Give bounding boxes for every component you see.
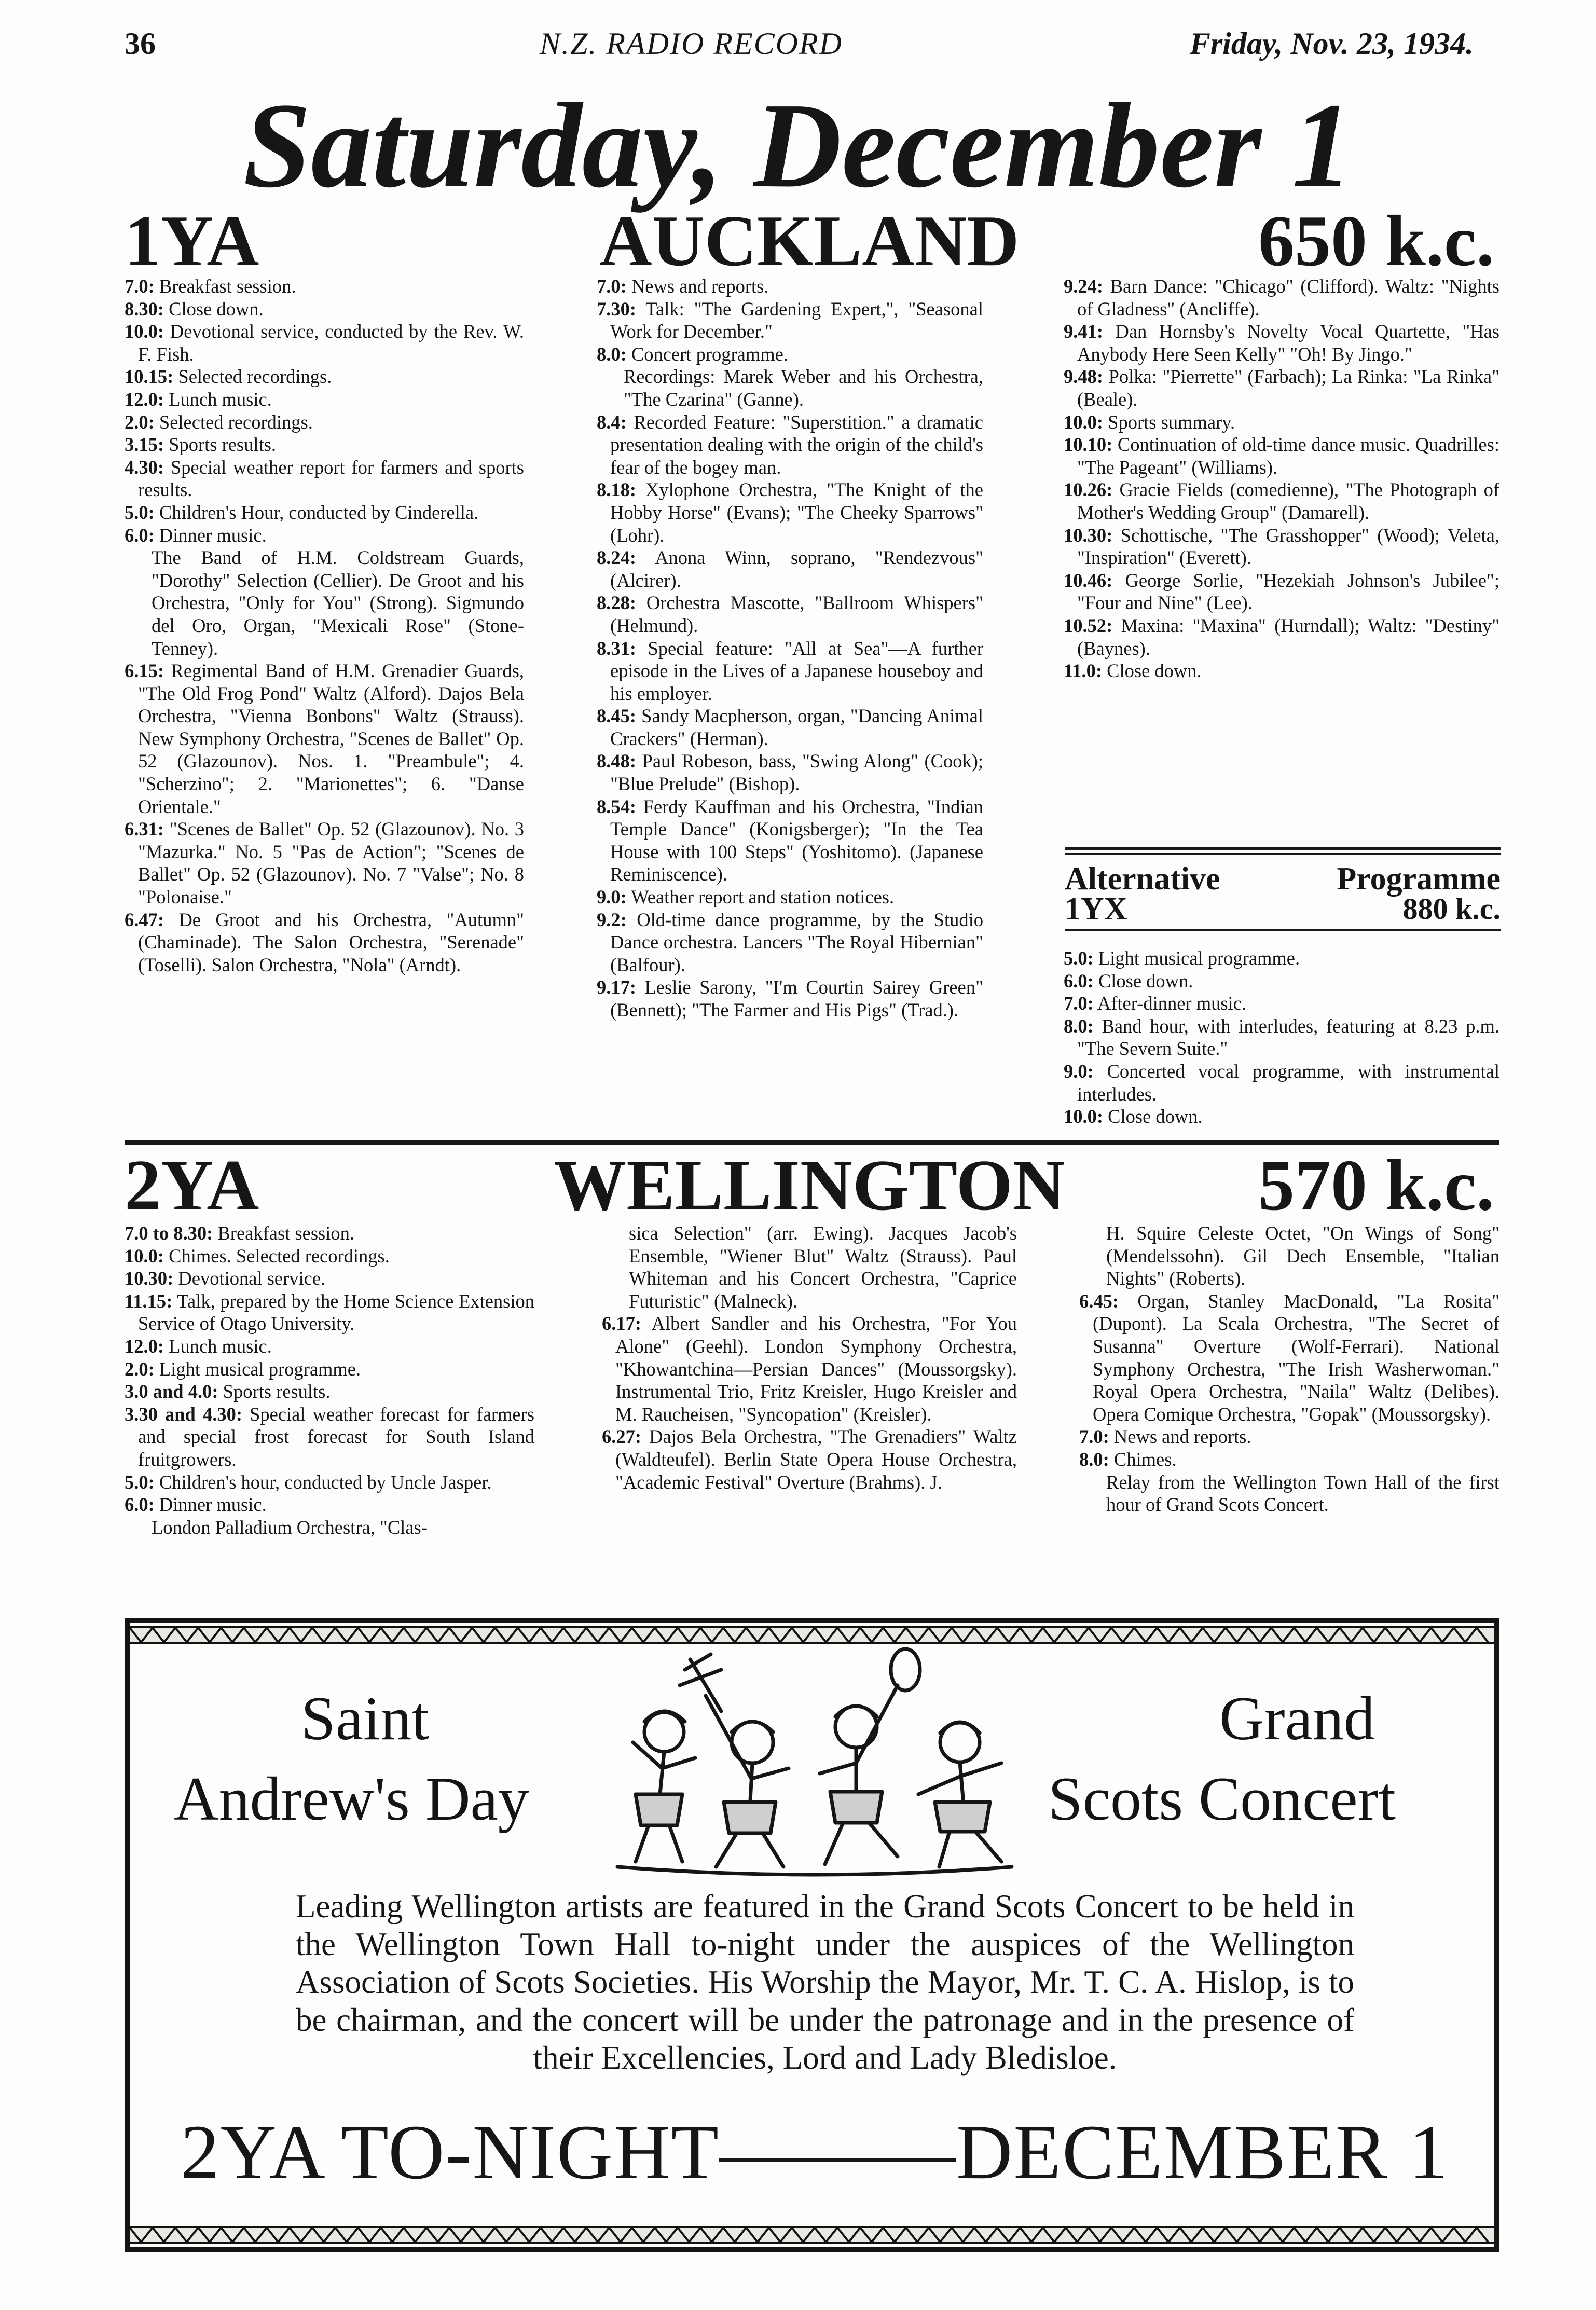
programme-time: 8.18: bbox=[597, 479, 637, 501]
programme-time: 5.0: bbox=[125, 1471, 155, 1493]
programme-description: Close down. bbox=[164, 298, 264, 320]
programme-item bbox=[125, 320, 524, 365]
programme-time: 8.0: bbox=[597, 343, 627, 365]
programme-description: Sports results. bbox=[164, 434, 277, 456]
programme-item bbox=[125, 1267, 534, 1290]
section-divider bbox=[125, 1140, 1499, 1145]
programme-description: Albert Sandler and his Orchestra, "For You Alone" (Geehl). London Symphony Orchestra, "Khowantchina—Persian Dances" (Moussorgsky). Instrumental Trio, Fritz Kreisler, Hugo Kreisler and M. Raucheisen, "Syncopation" (Kreisler). bbox=[615, 1313, 1017, 1425]
programme-item bbox=[1064, 320, 1499, 365]
programme-item bbox=[597, 298, 983, 343]
programme-time: 7.0: bbox=[1079, 1426, 1109, 1448]
programme-column-2ya-3 bbox=[1079, 1222, 1499, 1516]
programme-description: Close down. bbox=[1093, 970, 1193, 992]
programme-time: 6.15: bbox=[125, 660, 164, 682]
programme-description: Special weather report for farmers and sports results. bbox=[138, 456, 524, 501]
programme-column-2ya-1 bbox=[125, 1222, 534, 1538]
programme-time: 10.10: bbox=[1064, 434, 1113, 456]
programme-item bbox=[1079, 1425, 1499, 1448]
programme-time: 12.0: bbox=[125, 388, 164, 410]
ad-body-text: Leading Wellington artists are featured in the Grand Scots Concert to be held in the Wellington Town Hall to-night under the auspices of the Wellington Association of Scots Societies. His Worship the Mayor, Mr. T. C. A. Hislop, is to be chairman, and the concert will be under the patronage and in the presence of their Excellencies, Lord and Lady Bledisloe. bbox=[296, 1888, 1354, 2076]
programme-description: H. Squire Celeste Octet, "On Wings of Song" (Mendelssohn). Gil Dech Ensemble, "Italian Nights" (Roberts). bbox=[1106, 1222, 1499, 1289]
programme-description: Regimental Band of H.M. Grenadier Guards, "The Old Frog Pond" Waltz (Alford). Dajos Bela Orchestra, "Vienna Bonbons" Waltz (Strauss). New Symphony Orchestra, "Scenes de Ballet" Op. 52 (Glazounov). Nos. 1. "Preambule"; 4. "Scherzino"; 2. "Marionettes"; 6. "Danse Orientale." bbox=[138, 660, 524, 817]
programme-description: Chimes. Selected recordings. bbox=[164, 1245, 390, 1267]
programme-time: 2.0: bbox=[125, 411, 155, 433]
programme-time: 6.0: bbox=[125, 1494, 155, 1516]
programme-time: 10.15: bbox=[125, 366, 174, 388]
programme-item bbox=[602, 1425, 1017, 1493]
programme-description: Breakfast session. bbox=[154, 276, 296, 297]
alt-station-frequency: 880 k.c. bbox=[1402, 892, 1501, 926]
programme-description: Dan Hornsby's Novelty Vocal Quartette, "Has Anybody Here Seen Kelly" "Oh! By Jingo." bbox=[1077, 321, 1499, 365]
programme-time: 5.0: bbox=[1064, 947, 1094, 969]
programme-description: Devotional service. bbox=[173, 1268, 326, 1289]
programme-description: Dinner music. bbox=[154, 524, 267, 546]
programme-description: Recorded Feature: "Superstition." a dramatic presentation dealing with the origin of the child's fear of the bogey man. bbox=[610, 411, 983, 478]
programme-item bbox=[1064, 569, 1499, 614]
programme-time: 7.0 to 8.30: bbox=[125, 1222, 213, 1244]
programme-description: The Band of H.M. Coldstream Guards, "Dorothy" Selection (Cellier). De Groot and his Orchestra, "Only for You" (Strong). Sigmundo del Oro, Organ, "Mexicali Rose" (Stone-Tenney). bbox=[152, 547, 524, 659]
programme-item bbox=[1064, 947, 1499, 970]
programme-time: 10.0: bbox=[125, 321, 164, 342]
programme-item bbox=[1079, 1222, 1499, 1290]
programme-time: 8.24: bbox=[597, 547, 637, 569]
programme-item bbox=[597, 909, 983, 977]
programme-column-2ya-2 bbox=[602, 1222, 1017, 1493]
programme-time: 9.0: bbox=[597, 886, 627, 908]
programme-time: 8.31: bbox=[597, 637, 637, 659]
programme-item bbox=[597, 411, 983, 479]
station-header-1ya bbox=[125, 201, 1494, 281]
programme-description: Sandy Macpherson, organ, "Dancing Animal Crackers" (Herman). bbox=[610, 705, 983, 749]
programme-description: George Sorlie, "Hezekiah Johnson's Jubilee"; "Four and Nine" (Lee). bbox=[1077, 569, 1499, 614]
programme-description: Anona Winn, soprano, "Rendezvous" (Alcirer). bbox=[610, 547, 983, 591]
publication-title: N.Z. RADIO RECORD bbox=[540, 26, 843, 61]
programme-description: Close down. bbox=[1102, 660, 1202, 682]
programme-time: 6.31: bbox=[125, 818, 164, 840]
programme-item bbox=[125, 501, 524, 524]
programme-item bbox=[597, 592, 983, 637]
programme-time: 6.27: bbox=[602, 1426, 642, 1448]
programme-description: Breakfast session. bbox=[213, 1222, 354, 1244]
programme-item bbox=[597, 343, 983, 366]
programme-item bbox=[125, 818, 524, 908]
programme-description: London Palladium Orchestra, "Clas- bbox=[152, 1516, 428, 1538]
programme-time: 7.0: bbox=[1064, 993, 1094, 1014]
programme-time: 11.0: bbox=[1064, 660, 1103, 682]
programme-description: Selected recordings. bbox=[173, 366, 332, 388]
programme-description: Concert programme. bbox=[626, 343, 788, 365]
programme-item bbox=[1079, 1471, 1499, 1516]
programme-time: 7.0: bbox=[125, 276, 155, 297]
programme-description: Light musical programme. bbox=[154, 1358, 361, 1380]
programme-description: Devotional service, conducted by the Rev. W. F. Fish. bbox=[138, 321, 524, 365]
programme-time: 3.30 and 4.30: bbox=[125, 1403, 242, 1425]
programme-column-1ya-1 bbox=[125, 275, 524, 976]
programme-item bbox=[125, 1335, 534, 1358]
programme-time: 6.17: bbox=[602, 1313, 642, 1335]
alt-station-call: 1YX bbox=[1065, 891, 1127, 927]
programme-time: 12.0: bbox=[125, 1335, 164, 1357]
programme-description: Talk: "The Gardening Expert,", "Seasonal Work for December." bbox=[610, 298, 983, 342]
programme-item bbox=[1064, 524, 1499, 569]
programme-time: 8.54: bbox=[597, 795, 637, 817]
programme-time: 5.0: bbox=[125, 501, 155, 523]
alternative-programme-list bbox=[1064, 947, 1499, 1128]
alt-label-right: Programme bbox=[1337, 861, 1501, 897]
programme-description: News and reports. bbox=[1109, 1426, 1251, 1448]
programme-time: 6.45: bbox=[1079, 1290, 1119, 1312]
alt-label-left: Alternative bbox=[1065, 861, 1220, 897]
programme-description: Barn Dance: "Chicago" (Clifford). Waltz: "Nights of Gladness" (Ancliffe). bbox=[1077, 276, 1499, 320]
programme-description: Schottische, "The Grasshopper" (Wood); Veleta, "Inspiration" (Everett). bbox=[1077, 524, 1499, 569]
programme-time: 11.15: bbox=[125, 1290, 173, 1312]
programme-item bbox=[125, 298, 524, 321]
programme-description: Recordings: Marek Weber and his Orchestra, "The Czarina" (Ganne). bbox=[624, 366, 983, 410]
programme-description: Orchestra Mascotte, "Ballroom Whispers" (Helmund). bbox=[610, 592, 983, 636]
running-head bbox=[125, 26, 1474, 73]
programme-time: 10.30: bbox=[125, 1268, 174, 1289]
programme-time: 8.0: bbox=[1079, 1448, 1109, 1470]
programme-description: Gracie Fields (comedienne), "The Photograph of Mother's Wedding Group" (Damarell). bbox=[1077, 479, 1499, 523]
programme-item bbox=[125, 524, 524, 547]
programme-item bbox=[125, 1380, 534, 1403]
programme-item bbox=[1064, 411, 1499, 434]
programme-item bbox=[1064, 659, 1499, 682]
programme-description: Selected recordings. bbox=[154, 411, 313, 433]
programme-item bbox=[1079, 1290, 1499, 1426]
concert-advertisement bbox=[125, 1618, 1499, 2252]
programme-time: 9.17: bbox=[597, 977, 637, 998]
programme-description: Talk, prepared by the Home Science Extension Service of Otago University. bbox=[138, 1290, 534, 1335]
programme-item bbox=[597, 637, 983, 705]
programme-time: 8.45: bbox=[597, 705, 637, 727]
programme-item bbox=[1064, 1015, 1499, 1060]
station-header-2ya bbox=[125, 1145, 1494, 1226]
scottish-dancers-illustration bbox=[586, 1639, 1043, 1882]
programme-item bbox=[1064, 1105, 1499, 1128]
programme-description: Leslie Sarony, "I'm Courtin Sairey Green" (Bennett); "The Farmer and His Pigs" (Trad.). bbox=[610, 977, 983, 1021]
programme-item bbox=[1079, 1448, 1499, 1471]
day-title: Saturday, December 1 bbox=[243, 78, 1353, 213]
programme-description: Sports summary. bbox=[1103, 411, 1235, 433]
programme-time: 3.0 and 4.0: bbox=[125, 1381, 218, 1402]
programme-item bbox=[125, 275, 524, 298]
programme-description: News and reports. bbox=[626, 276, 769, 297]
programme-time: 6.0: bbox=[1064, 970, 1094, 992]
station-call: 2YA bbox=[125, 1145, 259, 1226]
programme-time: 10.46: bbox=[1064, 569, 1113, 591]
programme-time: 10.0: bbox=[125, 1245, 164, 1267]
programme-description: "Scenes de Ballet" Op. 52 (Glazounov). No. 3 "Mazurka." No. 5 "Pas de Action"; "Scenes de Ballet" Op. 52 (Glazounov). No. 7 "Valse"; No. 8 "Polonaise." bbox=[138, 818, 524, 908]
programme-item bbox=[125, 365, 524, 388]
programme-time: 8.48: bbox=[597, 750, 637, 772]
programme-description: Special weather forecast for farmers and special frost forecast for South Island fruitgrowers. bbox=[138, 1403, 534, 1470]
programme-item bbox=[597, 365, 983, 410]
ad-word-saint: Saint bbox=[301, 1684, 429, 1753]
station-frequency: 650 k.c. bbox=[1258, 201, 1494, 281]
programme-description: Xylophone Orchestra, "The Knight of the Hobby Horse" (Evans); "The Cheeky Sparrows" (Lohr). bbox=[610, 479, 983, 546]
programme-item bbox=[597, 478, 983, 546]
programme-description: Old-time dance programme, by the Studio Dance orchestra. Lancers "The Royal Hibernian" (Balfour). bbox=[610, 909, 983, 975]
programme-column-1ya-3 bbox=[1064, 275, 1499, 682]
programme-time: 7.30: bbox=[597, 298, 637, 320]
programme-time: 10.30: bbox=[1064, 524, 1113, 546]
programme-column-1ya-2 bbox=[597, 275, 983, 1022]
programme-description: sica Selection" (arr. Ewing). Jacques Jacob's Ensemble, "Wiener Blut" Waltz (Strauss). Paul Whiteman and his Concert Orchestra, "Caprice Futuristic" (Malneck). bbox=[629, 1222, 1017, 1312]
divider-rule bbox=[1065, 853, 1501, 855]
station-frequency: 570 k.c. bbox=[1258, 1145, 1494, 1226]
programme-item bbox=[1064, 478, 1499, 524]
programme-time: 4.30: bbox=[125, 456, 164, 478]
programme-item bbox=[1064, 365, 1499, 410]
programme-description: Concerted vocal programme, with instrumental interludes. bbox=[1077, 1060, 1499, 1105]
divider-rule bbox=[1065, 847, 1501, 850]
programme-item bbox=[125, 1358, 534, 1381]
programme-item bbox=[125, 1222, 534, 1245]
programme-description: Special feature: "All at Sea"—A further episode in the Lives of a Japanese houseboy and his employer. bbox=[610, 637, 983, 704]
programme-item bbox=[125, 411, 524, 434]
programme-time: 8.0: bbox=[1064, 1015, 1094, 1037]
programme-item bbox=[602, 1222, 1017, 1312]
programme-item bbox=[597, 795, 983, 886]
programme-description: Sports results. bbox=[218, 1381, 331, 1402]
programme-description: Children's hour, conducted by Uncle Jasper. bbox=[154, 1471, 492, 1493]
programme-item bbox=[597, 275, 983, 298]
programme-item bbox=[1064, 614, 1499, 659]
divider-rule bbox=[1065, 929, 1501, 931]
programme-description: Lunch music. bbox=[164, 1335, 272, 1357]
programme-time: 8.30: bbox=[125, 298, 164, 320]
programme-time: 2.0: bbox=[125, 1358, 155, 1380]
programme-time: 10.0: bbox=[1064, 411, 1104, 433]
programme-description: Weather report and station notices. bbox=[626, 886, 895, 908]
station-call: 1YA bbox=[125, 201, 259, 281]
programme-item bbox=[597, 546, 983, 592]
station-city: AUCKLAND bbox=[599, 201, 1020, 281]
programme-time: 9.24: bbox=[1064, 276, 1104, 297]
programme-time: 6.0: bbox=[125, 524, 155, 546]
issue-date: Friday, Nov. 23, 1934. bbox=[1189, 26, 1474, 61]
programme-item bbox=[125, 433, 524, 456]
ad-footer-banner: 2YA TO-NIGHT———DECEMBER 1 bbox=[180, 2109, 1449, 2195]
programme-item bbox=[125, 456, 524, 501]
programme-description: Chimes. bbox=[1109, 1448, 1177, 1470]
page-number: 36 bbox=[125, 26, 156, 61]
programme-time: 9.41: bbox=[1064, 321, 1104, 342]
programme-item bbox=[125, 659, 524, 818]
programme-time: 8.4: bbox=[597, 411, 627, 433]
programme-item bbox=[597, 705, 983, 750]
programme-item bbox=[1064, 970, 1499, 993]
programme-description: Polka: "Pierrette" (Farbach); La Rinka: "La Rinka" (Beale). bbox=[1077, 366, 1499, 410]
programme-time: 9.0: bbox=[1064, 1060, 1094, 1082]
ad-word-andrews-day: Andrew's Day bbox=[174, 1764, 529, 1833]
programme-description: Lunch music. bbox=[164, 388, 272, 410]
programme-item bbox=[125, 909, 524, 977]
alternative-programme-header bbox=[1065, 861, 1501, 927]
programme-description: De Groot and his Orchestra, "Autumn" (Chaminade). The Salon Orchestra, "Serenade" (Toselli). Salon Orchestra, "Nola" (Arndt). bbox=[138, 909, 524, 975]
ad-word-grand: Grand bbox=[1219, 1684, 1375, 1753]
programme-time: 9.2: bbox=[597, 909, 627, 930]
programme-time: 6.47: bbox=[125, 909, 164, 930]
programme-description: Relay from the Wellington Town Hall of the first hour of Grand Scots Concert. bbox=[1106, 1471, 1499, 1516]
programme-item bbox=[1064, 992, 1499, 1015]
programme-item bbox=[125, 546, 524, 659]
programme-item bbox=[125, 1493, 534, 1516]
programme-description: Dinner music. bbox=[154, 1494, 267, 1516]
programme-item bbox=[1064, 275, 1499, 320]
programme-item bbox=[597, 750, 983, 795]
zigzag-border-bottom bbox=[130, 2226, 1494, 2244]
programme-description: Paul Robeson, bass, "Swing Along" (Cook); "Blue Prelude" (Bishop). bbox=[610, 750, 983, 795]
programme-item bbox=[125, 1290, 534, 1335]
programme-description: Maxina: "Maxina" (Hurndall); Waltz: "Destiny" (Baynes). bbox=[1077, 614, 1499, 659]
programme-time: 10.52: bbox=[1064, 614, 1113, 636]
programme-item bbox=[597, 886, 983, 909]
programme-item bbox=[602, 1312, 1017, 1425]
programme-description: Continuation of old-time dance music. Quadrilles: "The Pageant" (Williams). bbox=[1077, 434, 1499, 478]
programme-item bbox=[1064, 433, 1499, 478]
programme-description: Organ, Stanley MacDonald, "La Rosita" (Dupont). La Scala Orchestra, "The Secret of Susanna" Overture (Wolf-Ferrari). National Symphony Orchestra, "The Irish Washerwoman." Royal Opera Orchestra, "Naila" Waltz (Delibes). Opera Comique Orchestra, "Gopak" (Moussorgsky). bbox=[1093, 1290, 1499, 1425]
programme-time: 7.0: bbox=[597, 276, 627, 297]
programme-description: Dajos Bela Orchestra, "The Grenadiers" Waltz (Waldteufel). Berlin State Opera House Orchestra, "Academic Festival" Overture (Brahms). J. bbox=[615, 1426, 1017, 1493]
programme-description: After-dinner music. bbox=[1093, 993, 1247, 1014]
programme-time: 10.0: bbox=[1064, 1106, 1104, 1128]
programme-time: 9.48: bbox=[1064, 366, 1104, 388]
programme-time: 3.15: bbox=[125, 434, 164, 456]
programme-item bbox=[125, 388, 524, 411]
programme-description: Light musical programme. bbox=[1093, 947, 1300, 969]
ad-word-scots-concert: Scots Concert bbox=[1048, 1764, 1396, 1833]
programme-item bbox=[125, 1403, 534, 1471]
programme-description: Children's Hour, conducted by Cinderella. bbox=[154, 501, 479, 523]
programme-description: Band hour, with interludes, featuring at 8.23 p.m. "The Severn Suite." bbox=[1077, 1015, 1499, 1060]
programme-item bbox=[125, 1471, 534, 1494]
programme-description: Ferdy Kauffman and his Orchestra, "Indian Temple Dance" (Konigsberger); "In the Tea House with 100 Steps" (Yoshitomo). (Japanese Reminiscence). bbox=[610, 795, 983, 885]
programme-item bbox=[125, 1516, 534, 1539]
programme-description: Close down. bbox=[1103, 1106, 1203, 1128]
programme-item bbox=[597, 976, 983, 1021]
programme-item bbox=[125, 1245, 534, 1268]
programme-item bbox=[1064, 1060, 1499, 1105]
station-city: WELLINGTON bbox=[554, 1145, 1065, 1226]
programme-time: 8.28: bbox=[597, 592, 637, 614]
programme-time: 10.26: bbox=[1064, 479, 1113, 501]
